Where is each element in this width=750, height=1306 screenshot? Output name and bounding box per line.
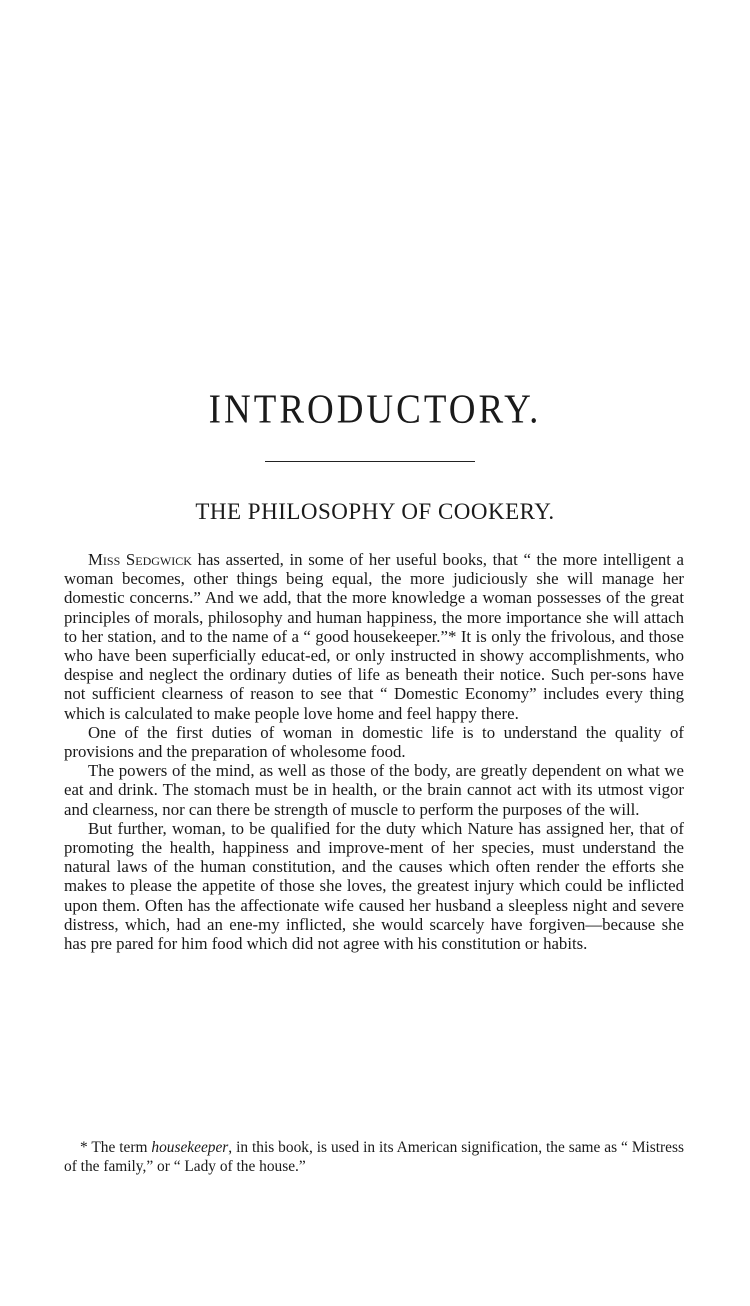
body-text (64, 550, 684, 953)
paragraph-4: But further, woman, to be qualified for the duty which Nature has assigned her, that of promoting the health, happiness and improve-ment of her species, must understand the natural laws of the human constitution, and the causes which often render the efforts she makes to please the appetite of those she loves, the greatest injury which could be inflicted upon them. Often has the affectionate wife caused her husband a sleepless night and severe distress, which, had an ene-my inflicted, she would scarcely have forgiven—because she has pre pared for him food which did not agree with his constitution or habits. (64, 818, 684, 954)
footnote-prefix: * The term (80, 1139, 152, 1156)
section-subtitle: THE PHILOSOPHY OF COOKERY. (195, 499, 555, 524)
paragraph-2: One of the first duties of woman in domestic life is to understand the quality of provisions and the preparation of wholesome food. (64, 722, 684, 762)
chapter-title: INTRODUCTORY. (208, 386, 542, 433)
paragraph-3: The powers of the mind, as well as those of the body, are greatly dependent on what we eat and drink. The stomach must be in health, or the brain cannot act with its utmost vigor and clearness, nor can there be strength of muscle to perform the purposes of the will. (64, 761, 684, 819)
paragraph-1-text: has asserted, in some of her useful books, that “ the more intelligent a woman becomes, other things being equal, the more judiciously she will manage her domestic concerns.” And we add, that the more knowledge a woman possesses of the great principles of morals, philosophy and human happiness, the more importance she will attach to her station, and to the name of a “ good housekeeper.”* It is only the frivolous, and those who have been superficially educat-ed, or only instructed in showy accomplishments, who despise and neglect the ordinary duties of life as beneath their notice. Such per-sons have not sufficient clearness of reason to see that “ Domestic Economy” includes every thing which is calculated to make people love home and feel happy there. (64, 550, 684, 723)
author-name: Miss Sedgwick (88, 550, 192, 569)
footnote-suffix: , in this book, is used in its American signification, the same as “ Mistress of the family,” or “ Lady of the house.” (64, 1139, 684, 1175)
footnote (64, 1139, 684, 1176)
title-divider (265, 461, 475, 462)
paragraph-1 (64, 550, 684, 723)
footnote-term: housekeeper (151, 1139, 229, 1156)
